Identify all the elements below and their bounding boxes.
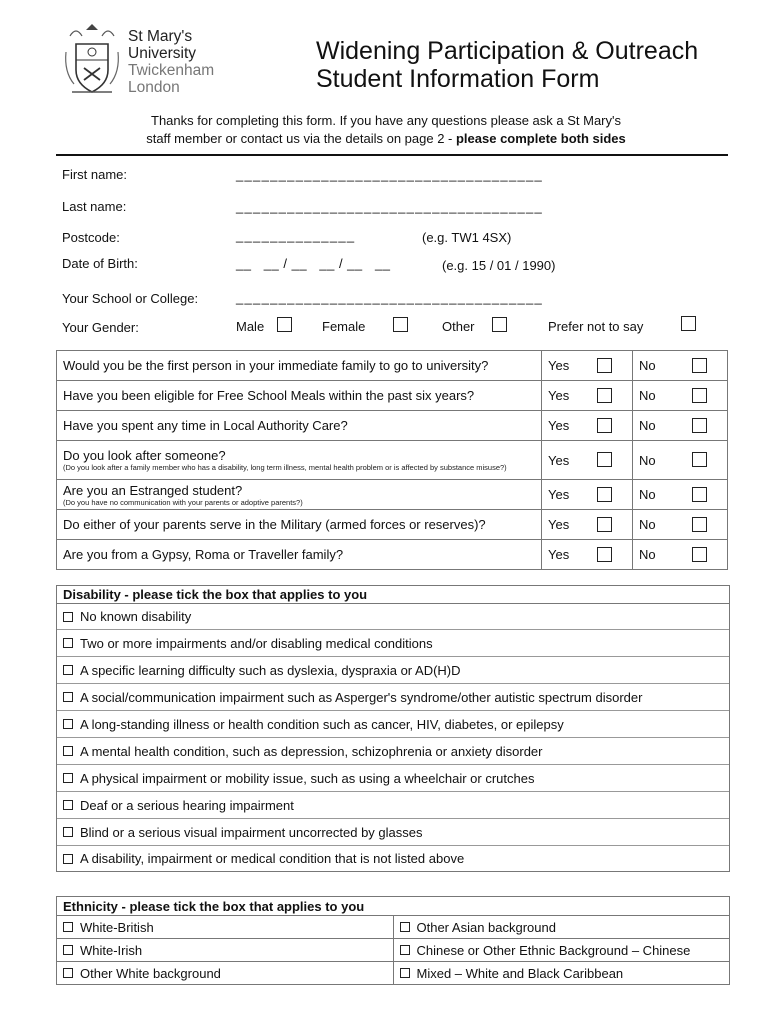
no-label: No [639,517,656,532]
gender-prefer-not-checkbox[interactable] [681,316,696,331]
disability-option[interactable] [57,711,729,738]
question-cell [57,441,542,480]
crest-icon [62,22,122,98]
checkbox-icon[interactable] [63,827,73,837]
disability-option-label: A physical impairment or mobility issue, such as using a wheelchair or crutches [80,770,535,786]
form-title-line-2: Student Information Form [316,65,600,93]
gender-female-checkbox[interactable] [393,317,408,332]
question-row [57,480,728,510]
yes-checkbox[interactable] [597,452,612,467]
question-row [57,351,728,381]
dob-field[interactable]: __ __ / __ __ / __ __ [236,256,391,271]
yes-cell [542,441,633,480]
first-name-label: First name: [62,167,128,182]
checkbox-icon[interactable] [63,692,73,702]
ethnicity-option[interactable] [393,962,730,985]
yes-checkbox[interactable] [597,358,612,373]
disability-option[interactable] [57,765,729,792]
checkbox-icon[interactable] [63,800,73,810]
disability-option-label: A specific learning difficulty such as dyslexia, dyspraxia or AD(H)D [80,662,461,678]
disability-option[interactable] [57,792,729,819]
logo-line-4: London [128,79,180,96]
checkbox-icon[interactable] [63,773,73,783]
ethnicity-option[interactable] [393,939,730,962]
yes-cell [542,510,633,540]
gender-other-checkbox[interactable] [492,317,507,332]
disability-option-label: A disability, impairment or medical condition that is not listed above [80,851,465,866]
ethnicity-option-label: Other White background [80,965,221,981]
no-checkbox[interactable] [692,358,707,373]
no-cell [633,381,728,411]
intro-line-2-text: staff member or contact us via the details on page 2 - [146,131,456,146]
yes-cell [542,480,633,510]
checkbox-icon[interactable] [63,945,73,955]
question-cell [57,480,542,510]
question-text: Do you look after someone? [63,448,226,463]
checkbox-icon[interactable] [63,922,73,932]
form-title [316,37,698,93]
yes-cell [542,381,633,411]
intro-line-1: Thanks for completing this form. If you have any questions please ask a St Mary's [151,113,621,128]
first-name-field[interactable]: ____________________________________ [236,167,544,182]
ethnicity-table [56,896,730,985]
intro-line-2 [60,130,712,148]
logo-line-1: St Mary's [128,28,193,45]
disability-option-label: Blind or a serious visual impairment uncorrected by glasses [80,824,423,840]
no-checkbox[interactable] [692,418,707,433]
intro-emphasis: please complete both sides [455,131,626,146]
yes-cell [542,540,633,570]
logo-line-2: University [128,45,197,62]
school-label: Your School or College: [62,291,199,306]
university-logo [62,22,262,100]
postcode-label: Postcode: [62,230,120,245]
question-text: Are you from a Gypsy, Roma or Traveller family? [57,540,542,570]
no-label: No [639,358,656,373]
logo-wordmark [128,28,214,96]
yes-checkbox[interactable] [597,517,612,532]
question-text: Do either of your parents serve in the Military (armed forces or reserves)? [57,510,542,540]
question-text: Would you be the first person in your immediate family to go to university? [57,351,542,381]
question-row [57,441,728,480]
disability-option-label: Two or more impairments and/or disabling medical conditions [80,635,433,651]
disability-option[interactable] [57,684,729,711]
logo-line-3: Twickenham [128,62,215,79]
disability-option-label: A mental health condition, such as depression, schizophrenia or anxiety disorder [80,743,543,759]
disability-option-label: No known disability [80,609,192,624]
checkbox-icon[interactable] [63,638,73,648]
postcode-field[interactable]: ______________ [236,228,356,243]
yes-cell [542,411,633,441]
gender-prefer-not-label: Prefer not to say [548,319,644,334]
checkbox-icon[interactable] [63,719,73,729]
gender-other-label: Other [442,319,475,334]
question-row [57,510,728,540]
yes-label: Yes [548,547,570,562]
yes-label: Yes [548,452,570,468]
ethnicity-option-label: White-Irish [80,942,143,958]
ethnicity-option-label: Chinese or Other Ethnic Background – Chinese [416,942,691,958]
disability-option[interactable] [57,846,729,871]
dob-hint: (e.g. 15 / 01 / 1990) [442,258,556,273]
disability-option[interactable] [57,819,729,846]
no-checkbox[interactable] [692,547,707,562]
ethnicity-option-label: Mixed – White and Black Caribbean [416,965,624,981]
no-checkbox[interactable] [692,517,707,532]
gender-label: Your Gender: [62,320,139,335]
no-cell [633,540,728,570]
gender-male-label: Male [236,319,265,334]
intro-text [60,112,712,148]
ethnicity-option[interactable] [57,962,394,985]
no-cell [633,411,728,441]
disability-option-label: Deaf or a serious hearing impairment [80,797,294,813]
no-checkbox[interactable] [692,487,707,502]
checkbox-icon[interactable] [63,612,73,622]
yes-cell [542,351,633,381]
last-name-field[interactable]: ____________________________________ [236,199,544,214]
no-cell [633,510,728,540]
no-cell [633,441,728,480]
dob-label: Date of Birth: [62,256,138,271]
header-divider [56,154,728,156]
question-note: (Do you look after a family member who has a disability, long term illness, mental health problem or is affected by substance misuse?) [63,463,507,472]
last-name-label: Last name: [62,199,127,214]
checkbox-icon[interactable] [400,922,410,932]
disability-option[interactable] [57,604,729,630]
question-text: Have you spent any time in Local Authority Care? [57,411,542,441]
ethnicity-header: Ethnicity - please tick the box that applies to you [57,897,730,916]
yes-checkbox[interactable] [597,547,612,562]
checkbox-icon[interactable] [63,665,73,675]
checkbox-icon[interactable] [63,968,73,978]
school-field[interactable]: ____________________________________ [236,290,544,305]
disability-option-label: A long-standing illness or health condition such as cancer, HIV, diabetes, or epilepsy [80,716,564,732]
question-text: Are you an Estranged student? [63,482,243,498]
yes-label: Yes [548,388,570,403]
yes-label: Yes [548,358,570,373]
yes-checkbox[interactable] [597,487,612,502]
checkbox-icon[interactable] [63,746,73,756]
no-checkbox[interactable] [692,388,707,403]
no-cell [633,480,728,510]
question-row [57,540,728,570]
question-row [57,381,728,411]
ethnicity-option-label: White-British [80,919,154,935]
disability-option[interactable] [57,657,729,684]
no-label: No [639,452,656,468]
disability-section [56,585,730,872]
question-text: Have you been eligible for Free School Meals within the past six years? [57,381,542,411]
yes-checkbox[interactable] [597,418,612,433]
no-checkbox[interactable] [692,452,707,467]
disability-header: Disability - please tick the box that applies to you [57,586,729,604]
postcode-hint: (e.g. TW1 4SX) [422,230,512,245]
checkbox-icon[interactable] [400,945,410,955]
disability-option[interactable] [57,630,729,657]
form-title-line-1: Widening Participation & Outreach [316,37,699,65]
disability-option[interactable] [57,738,729,765]
yes-label: Yes [548,418,570,433]
yes-checkbox[interactable] [597,388,612,403]
no-label: No [639,547,656,562]
no-label: No [639,388,656,403]
questions-table [56,350,728,570]
no-cell [633,351,728,381]
yes-label: Yes [548,487,570,502]
no-label: No [639,418,656,433]
yes-label: Yes [548,517,570,532]
ethnicity-option-label: Other Asian background [416,919,556,935]
gender-female-label: Female [322,319,366,334]
disability-option-label: A social/communication impairment such as Asperger's syndrome/other autistic spectrum disorder [80,689,643,705]
ethnicity-option[interactable] [393,916,730,939]
no-label: No [639,487,656,502]
question-note: (Do you have no communication with your parents or adoptive parents?) [63,497,303,507]
ethnicity-option[interactable] [57,939,394,962]
question-row [57,411,728,441]
ethnicity-option[interactable] [57,916,394,939]
checkbox-icon[interactable] [400,968,410,978]
checkbox-icon[interactable] [63,854,73,864]
gender-male-checkbox[interactable] [277,317,292,332]
